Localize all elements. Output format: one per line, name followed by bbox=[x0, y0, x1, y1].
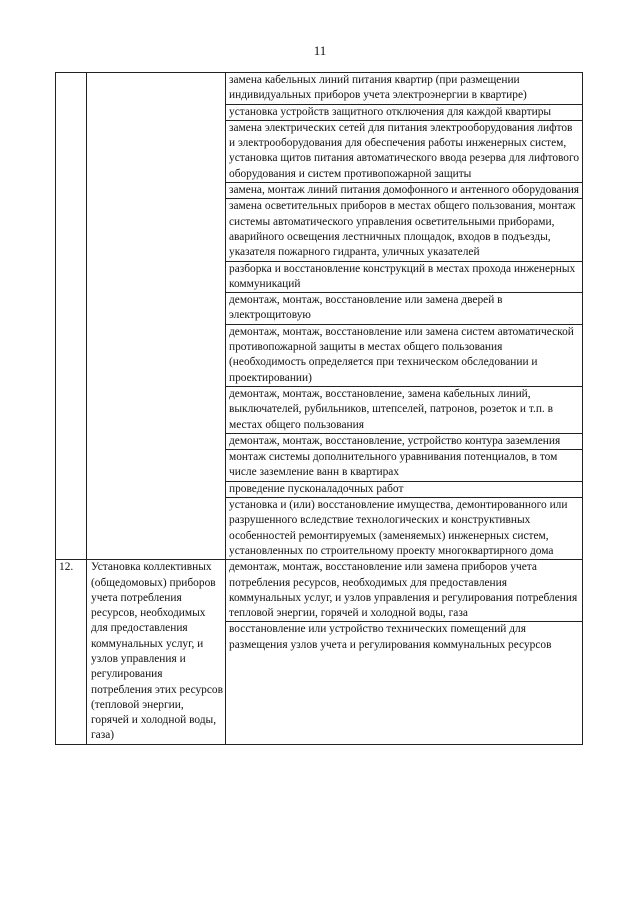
work-item: установка и (или) восстановление имущества, демонтированного или разрушенного вследствие технологических и конструктивных особенностей ремонтируемых (заменяемых) инженерных систем, установленных по строительному проекту многоквартирного дома bbox=[226, 497, 582, 559]
table-row-continued bbox=[56, 73, 583, 560]
work-item: замена электрических сетей для питания электрооборудования лифтов и электрооборудования для обеспечения работы инженерных систем, установка щитов питания автоматического ввода резерва для лифтового оборудования и систем противопожарной защиты bbox=[226, 120, 582, 182]
works-table bbox=[55, 72, 583, 745]
item-name: Установка коллективных (общедомовых) приборов учета потребления ресурсов, необходимых для предоставления коммунальных услуг, и узлов управления и регулирования потребления этих ресурсов (тепловой энергии, горячей и холодной воды, газа) bbox=[91, 561, 224, 742]
item-number: 12. bbox=[59, 561, 74, 574]
page-number: 11 bbox=[313, 43, 327, 58]
table-row-item-12 bbox=[56, 560, 583, 745]
work-item: проведение пусконаладочных работ bbox=[226, 481, 582, 497]
work-item: установка устройств защитного отключения для каждой квартиры bbox=[226, 104, 582, 120]
work-item: восстановление или устройство технических помещений для размещения узлов учета и регулирования коммунальных ресурсов bbox=[226, 621, 582, 653]
work-item: замена кабельных линий питания квартир (при размещении индивидуальных приборов учета электроэнергии в квартире) bbox=[229, 74, 527, 102]
cell-works bbox=[226, 560, 583, 745]
cell-number-empty bbox=[56, 73, 87, 560]
work-item: демонтаж, монтаж, восстановление или замена приборов учета потребления ресурсов, необходимых для предоставления коммунальных услуг, и узлов управления и регулирования потребления тепловой энергии, горячей и холодной воды, газа bbox=[229, 561, 578, 620]
cell-works-continued bbox=[226, 73, 583, 560]
work-item: демонтаж, монтаж, восстановление или замена дверей в электрощитовую bbox=[226, 292, 582, 324]
work-item: замена осветительных приборов в местах общего пользования, монтаж системы автоматического управления осветительными приборами, аварийного освещения лестничных площадок, входов в подъезды, указателя пожарного гидранта, уличных указателей bbox=[226, 198, 582, 260]
cell-name-empty bbox=[87, 73, 226, 560]
work-item: демонтаж, монтаж, восстановление, замена кабельных линий, выключателей, рубильников, штепселей, патронов, розеток и т.п. в местах общего пользования bbox=[226, 386, 582, 433]
work-item: монтаж системы дополнительного уравнивания потенциалов, в том числе заземление ванн в квартирах bbox=[226, 449, 582, 481]
work-item: демонтаж, монтаж, восстановление, устройство контура заземления bbox=[226, 433, 582, 449]
work-item: разборка и восстановление конструкций в местах прохода инженерных коммуникаций bbox=[226, 261, 582, 293]
cell-name bbox=[87, 560, 226, 745]
work-item: демонтаж, монтаж, восстановление или замена систем автоматической противопожарной защиты в местах общего пользования (необходимость определяется при техническом обследовании и проектировании) bbox=[226, 324, 582, 386]
work-item: замена, монтаж линий питания домофонного и антенного оборудования bbox=[226, 182, 582, 198]
cell-number bbox=[56, 560, 87, 745]
